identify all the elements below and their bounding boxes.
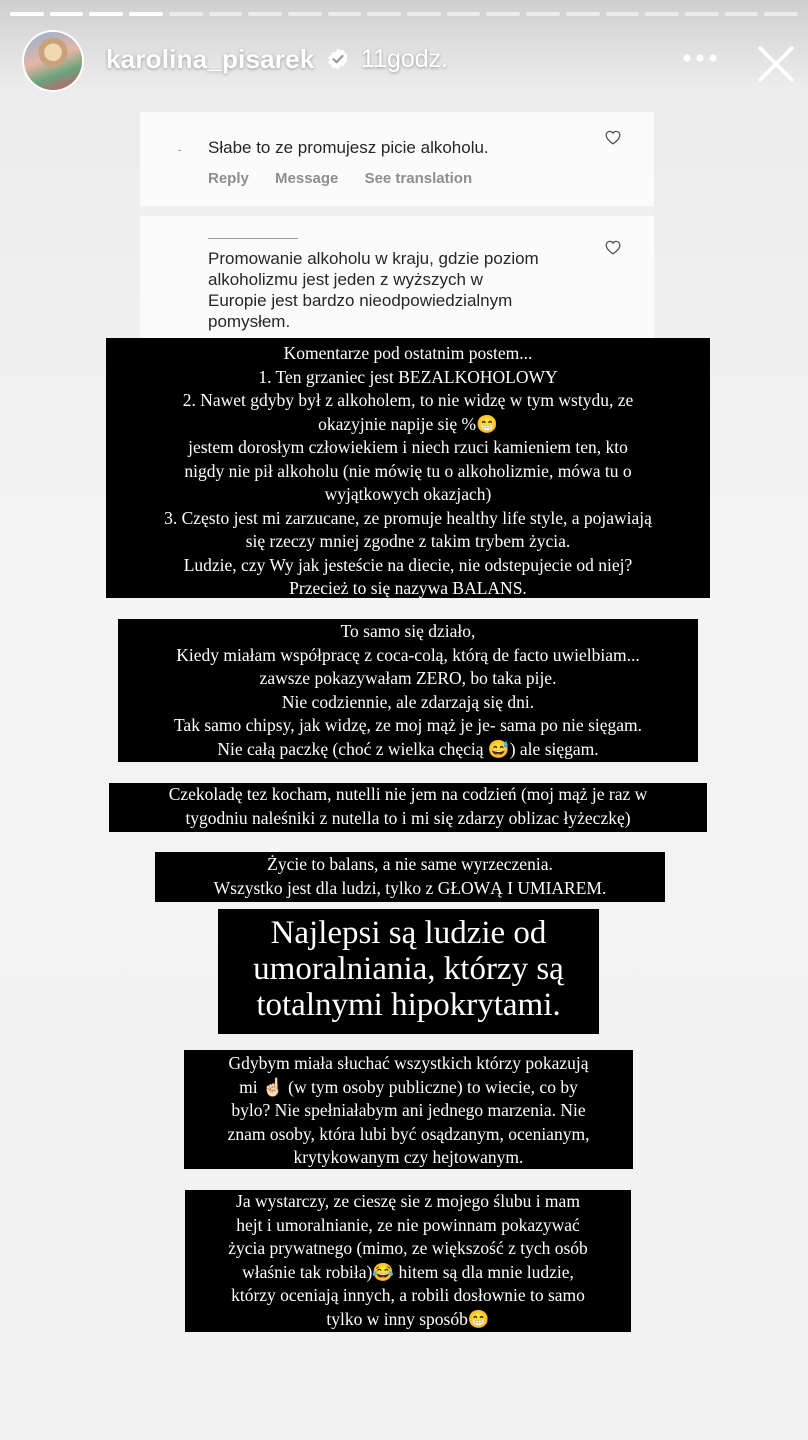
comment-2-text (208, 248, 539, 332)
caption-line: jestem dorosłym człowiekiem i niech rzuci kamieniem ten, kto (188, 437, 628, 457)
caption-line: znam osoby, która lubi być osądzanym, ocenianym, (227, 1123, 590, 1144)
progress-segment (685, 12, 719, 16)
caption-comments-response (106, 338, 710, 598)
comment-2-line: Europie jest bardzo nieodpowiedzialnym (208, 291, 513, 310)
comment-1-actions (208, 170, 494, 187)
avatar[interactable] (24, 32, 82, 90)
progress-segment (89, 12, 123, 16)
caption-line: 1. Ten grzaniec jest BEZALKOHOLOWY (258, 366, 558, 387)
caption-line: się rzeczy mniej zgodne z takim trybem życia. (245, 531, 571, 551)
verified-badge-icon (326, 47, 350, 71)
progress-segment (129, 12, 163, 16)
caption-line: tygodniu naleśniki z nutella to i mi się zdarzy oblizac łyżeczkę) (185, 807, 631, 828)
caption-line: życia prywatnego (mimo, ze większość z tych osób (228, 1238, 588, 1258)
progress-segment (248, 12, 282, 16)
progress-segment (288, 12, 322, 16)
caption-line: To samo się działo, (340, 621, 476, 641)
caption-coca-cola (118, 619, 698, 762)
progress-segment (367, 12, 401, 16)
caption-line: którzy oceniają innych, a robili dosłownie to samo (231, 1285, 585, 1305)
progress-segment (10, 12, 44, 16)
comment-2-author-line (208, 238, 298, 239)
caption-line: mi ☝🏻 (w tym osoby publiczne) to wiecie, co by (239, 1076, 578, 1097)
see-translation-link[interactable]: See translation (364, 170, 473, 187)
comment-divider (140, 206, 654, 216)
username[interactable]: karolina_pisarek (106, 44, 315, 74)
caption-line: bylo? Nie spełniałabym ani jednego marzenia. Nie (231, 1100, 586, 1120)
caption-line: tylko w inny sposób😁 (326, 1308, 490, 1329)
caption-nutella (109, 783, 707, 832)
caption-line: Komentarze pod ostatnim postem... (283, 343, 533, 363)
caption-line: właśnie tak robiła)😂 hitem są dla mnie ludzie, (242, 1261, 574, 1282)
caption-line: krytykowanym czy hejtowanym. (293, 1147, 524, 1167)
progress-segment (606, 12, 640, 16)
progress-segment (526, 12, 560, 16)
progress-segment (566, 12, 600, 16)
caption-line: Wszystko jest dla ludzi, tylko z GŁOWĄ I UMIAREM. (213, 877, 607, 898)
comment-2-line: alkoholizmu jest jeden z wyższych w (208, 270, 483, 289)
caption-line: 2. Nawet gdyby był z alkoholem, to nie widzę w tym wstydu, ze (182, 390, 634, 410)
heart-icon[interactable] (605, 130, 621, 145)
more-icon[interactable] (682, 52, 718, 64)
caption-line: Ja wystarczy, ze cieszę sie z mojego ślubu i mam (236, 1191, 580, 1211)
message-link[interactable]: Message (275, 170, 339, 187)
progress-segment (407, 12, 441, 16)
caption-balance (155, 852, 665, 902)
progress-segment (486, 12, 520, 16)
close-icon[interactable] (754, 42, 798, 86)
caption-line: Gdybym miała słuchać wszystkich którzy pokazują (228, 1053, 589, 1073)
caption-line: 3. Często jest mi zarzucane, ze promuje healthy life style, a pojawiają (164, 507, 652, 528)
caption-line: Czekoladę tez kocham, nutelli nie jem na codzień (moj mąż je raz w (168, 784, 648, 804)
post-time: 11godz. (361, 45, 449, 73)
progress-segment (764, 12, 798, 16)
caption-line: Przecież to się nazywa BALANS. (289, 578, 527, 598)
comment-1-text: Słabe to ze promujesz picie alkoholu. (208, 138, 489, 157)
heart-icon[interactable] (605, 240, 621, 255)
comment-2-line: pomysłem. (208, 312, 291, 331)
caption-line: Tak samo chipsy, jak widzę, ze moj mąż je je- sama po nie sięgam. (173, 715, 643, 735)
caption-line: Kiedy miałam współpracę z coca-colą, którą de facto uwielbiam... (176, 644, 640, 665)
comments-screenshot (140, 112, 654, 342)
caption-line: zawsze pokazywałam ZERO, bo taka pije. (259, 668, 557, 688)
caption-line: Nie całą paczkę (choć z wielka chęcią 😅) ale sięgam. (217, 738, 599, 759)
caption-hypocrites (218, 909, 599, 1034)
progress-segment (447, 12, 481, 16)
progress-segment (169, 12, 203, 16)
caption-line: Nie codziennie, ale zdarzają się dni. (281, 691, 535, 712)
caption-line: wyjątkowych okazjach) (324, 484, 492, 504)
caption-dreams (184, 1050, 633, 1169)
comment-avatar-placeholder (178, 150, 181, 151)
caption-line: totalnymi hipokrytami. (256, 987, 561, 1023)
caption-line: Życie to balans, a nie same wyrzeczenia. (267, 854, 553, 874)
reply-link[interactable]: Reply (208, 170, 249, 187)
caption-line: umoralniania, którzy są (253, 951, 564, 987)
comment-2-line: Promowanie alkoholu w kraju, gdzie poziom (208, 249, 539, 268)
progress-segment (209, 12, 243, 16)
caption-line: okazyjnie napije się %😁 (318, 413, 498, 434)
caption-line: Ludzie, czy Wy jak jesteście na diecie, nie odstepujecie od niej? (183, 554, 633, 575)
caption-line: nigdy nie pił alkoholu (nie mówię tu o alkoholizmie, mówa tu o (184, 460, 632, 481)
progress-segment (725, 12, 759, 16)
progress-segment (328, 12, 362, 16)
story-progress-bar (10, 12, 798, 16)
progress-segment (50, 12, 84, 16)
caption-wedding (185, 1190, 631, 1332)
caption-line: Najlepsi są ludzie od (270, 915, 547, 951)
progress-segment (645, 12, 679, 16)
caption-line: hejt i umoralnianie, ze nie powinnam pokazywać (236, 1214, 580, 1235)
